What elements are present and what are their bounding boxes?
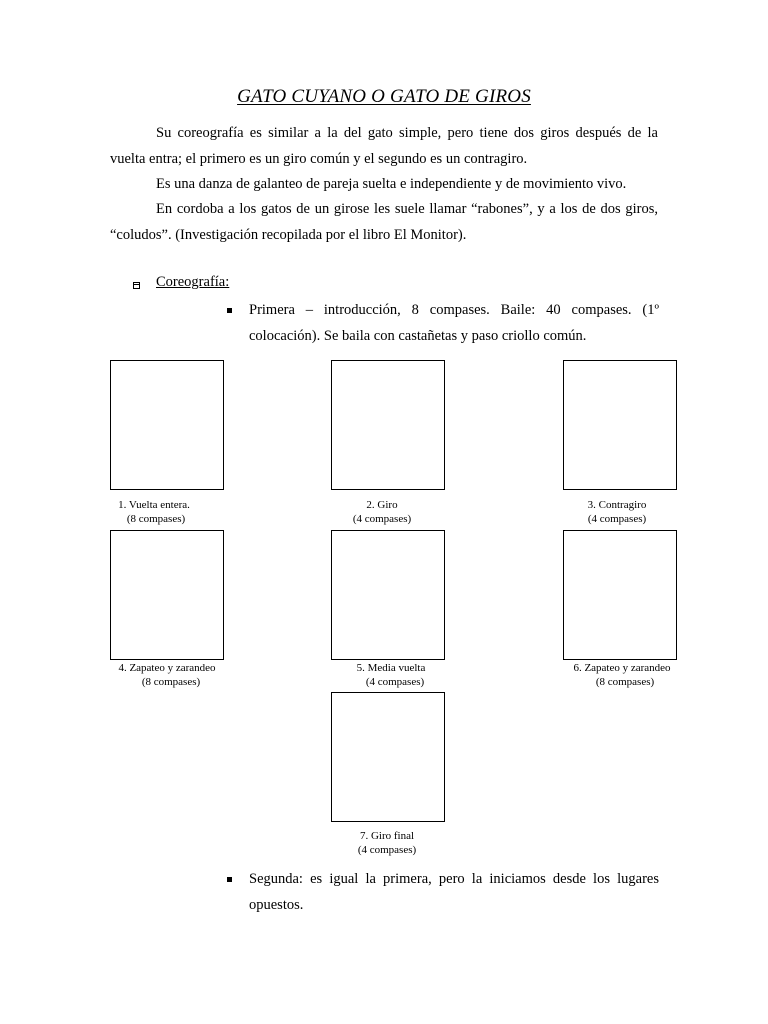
figure-caption-7 <box>337 830 437 857</box>
figure-caption-1 <box>106 499 202 526</box>
figure-diagram-box-7 <box>331 692 445 822</box>
figure-diagram-box-4 <box>110 530 224 660</box>
intro-paragraph-2: Es una danza de galanteo de pareja suelta e independiente y de movimiento vivo. <box>156 176 627 192</box>
figure-diagram-box-1 <box>110 360 224 490</box>
figure-4-name: 4. Zapateo y zarandeo <box>118 662 216 674</box>
figure-caption-5 <box>341 662 441 689</box>
figure-7-name: 7. Giro final <box>359 830 415 842</box>
figure-5-measures: (4 compases) <box>365 675 425 688</box>
figure-6-name: 6. Zapateo y zarandeo <box>573 662 671 674</box>
figure-diagram-box-3 <box>563 360 677 490</box>
second-part-description: Segunda: es igual la primera, pero la iniciamos desde los lugares opuestos. <box>249 871 659 913</box>
figure-4-measures: (8 compases) <box>141 675 201 688</box>
figure-2-measures: (4 compases) <box>352 512 412 525</box>
intro-paragraph-3: En cordoba a los gatos de un girose les suele llamar “rabones”, y a los de dos giros, “coludos”. (Investigación recopilada por el libro El Monitor). <box>110 201 658 243</box>
figure-caption-4 <box>106 662 228 689</box>
figure-5-name: 5. Media vuelta <box>356 662 426 674</box>
figure-diagram-box-2 <box>331 360 445 490</box>
figure-7-measures: (4 compases) <box>357 843 417 856</box>
bullet-icon <box>227 308 232 313</box>
figure-caption-3 <box>566 499 668 526</box>
figure-3-measures: (4 compases) <box>587 512 647 525</box>
bullet-icon <box>227 877 232 882</box>
first-part-description: Primera – introducción, 8 compases. Baile: 40 compases. (1º colocación). Se baila con castañetas y paso criollo común. <box>249 302 659 344</box>
choreography-heading: Coreografía: <box>156 274 230 290</box>
figure-diagram-box-5 <box>331 530 445 660</box>
figure-1-name: 1. Vuelta entera. <box>118 499 190 511</box>
intro-paragraph-1: Su coreografía es similar a la del gato simple, pero tiene dos giros después de la vuelta entra; el primero es un giro común y el segundo es un contragiro. <box>110 125 658 167</box>
figure-2-name: 2. Giro <box>366 499 398 511</box>
figure-caption-2 <box>331 499 433 526</box>
figure-1-measures: (8 compases) <box>126 512 186 525</box>
document-title: GATO CUYANO O GATO DE GIROS <box>237 86 531 107</box>
figure-3-name: 3. Contragiro <box>587 499 647 511</box>
figure-caption-6 <box>561 662 683 689</box>
square-bullet-icon <box>133 282 140 289</box>
figure-diagram-box-6 <box>563 530 677 660</box>
figure-6-measures: (8 compases) <box>595 675 655 688</box>
